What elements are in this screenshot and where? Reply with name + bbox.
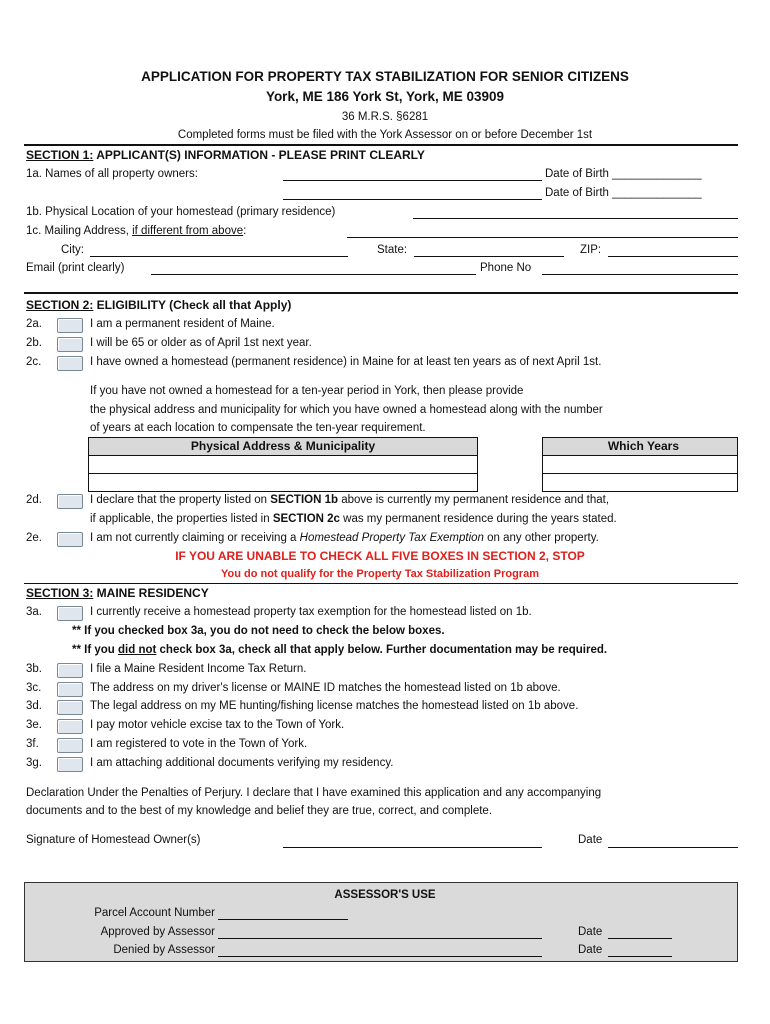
item-2d-text-a: I declare that the property listed on xyxy=(90,494,271,506)
checkbox-2e[interactable] xyxy=(57,532,83,547)
item-text: I am attaching additional documents verifying my residency. xyxy=(90,757,394,769)
note2-text-c: check box 3a, check all that apply below. Further documentation may be required. xyxy=(156,644,608,656)
parcel-field[interactable] xyxy=(218,919,348,920)
form-title: APPLICATION FOR PROPERTY TAX STABILIZATION FOR SENIOR CITIZENS xyxy=(141,69,629,84)
section3-heading-text: MAINE RESIDENCY xyxy=(93,586,209,600)
divider xyxy=(24,292,738,294)
section3-heading xyxy=(26,586,209,600)
item-num: 2d. xyxy=(26,494,42,506)
item-num: 3g. xyxy=(26,757,42,769)
stop-warning: IF YOU ARE UNABLE TO CHECK ALL FIVE BOXES IN SECTION 2, STOP xyxy=(175,549,585,563)
mailing-label-pre: 1c. Mailing Address, xyxy=(26,225,133,237)
item-text: I will be 65 or older as of April 1st next year. xyxy=(90,337,312,349)
item-2d-text-e: SECTION 2c xyxy=(272,513,340,525)
instruction-line: the physical address and municipality for which you have owned a homestead along with the number xyxy=(90,404,603,416)
assessor-title: ASSESSOR'S USE xyxy=(334,889,436,901)
checkbox-3b[interactable] xyxy=(57,663,83,678)
item-num: 3c. xyxy=(26,682,42,694)
denied-field[interactable] xyxy=(218,956,542,957)
state-field[interactable] xyxy=(414,256,564,257)
denied-label: Denied by Assessor xyxy=(113,944,215,956)
state-label: State: xyxy=(377,244,408,256)
item-num: 2b. xyxy=(26,337,42,349)
item-text: The legal address on my ME hunting/fishing license matches the homestead listed on 1b above. xyxy=(90,700,579,712)
item-text: I file a Maine Resident Income Tax Return. xyxy=(90,663,307,675)
mailing-label-post: : xyxy=(243,225,247,237)
table-header-years: Which Years xyxy=(542,437,738,456)
item-text: I currently receive a homestead property tax exemption for the homestead listed on 1b. xyxy=(90,606,532,618)
item-text: I pay motor vehicle excise tax to the Town of York. xyxy=(90,719,345,731)
section1-heading-number: SECTION 1: xyxy=(26,148,94,162)
item-text: I have owned a homestead (permanent residence) in Maine for at least ten years as of next April 1st. xyxy=(90,356,602,368)
dob-label-1[interactable]: Date of Birth ______________ xyxy=(545,168,702,180)
signature-date-field[interactable] xyxy=(608,847,738,848)
not-qualify-warning: You do not qualify for the Property Tax Stabilization Program xyxy=(220,568,539,580)
mailing-field[interactable] xyxy=(347,237,738,238)
location-field[interactable] xyxy=(413,218,738,219)
phone-label: Phone No xyxy=(480,262,532,274)
approved-date-field[interactable] xyxy=(608,938,672,939)
checkbox-3c[interactable] xyxy=(57,682,83,697)
item-text: I am registered to vote in the Town of York. xyxy=(90,738,308,750)
section1-heading-text: APPLICANT(S) INFORMATION - PLEASE PRINT CLEARLY xyxy=(93,148,425,162)
item-num: 3a. xyxy=(26,606,42,618)
item-2d-text-f: was my permanent residence during the years stated. xyxy=(339,513,617,525)
instruction-line: If you have not owned a homestead for a ten-year period in York, then please provide xyxy=(90,385,524,397)
years-cell[interactable] xyxy=(542,473,738,492)
email-field[interactable] xyxy=(151,274,476,275)
item-num: 3f. xyxy=(26,738,39,750)
item-2d-text-b: SECTION 1b xyxy=(270,494,339,506)
section2-heading-text: ELIGIBILITY (Check all that Apply) xyxy=(93,298,292,312)
names-field-2[interactable] xyxy=(283,199,542,200)
item-num: 2c. xyxy=(26,356,42,368)
location-label: 1b. Physical Location of your homestead (primary residence) xyxy=(26,206,336,218)
signature-field[interactable] xyxy=(283,847,542,848)
item-2e-text-a: I am not currently claiming or receiving a xyxy=(90,532,300,544)
section2-heading xyxy=(26,298,291,312)
checkbox-3f[interactable] xyxy=(57,738,83,753)
city-label: City: xyxy=(61,244,84,256)
note-3a-checked: ** If you checked box 3a, you do not need to check the below boxes. xyxy=(72,625,445,637)
note-3a-unchecked xyxy=(72,643,607,657)
item-2d-line2 xyxy=(90,512,617,526)
item-num: 3d. xyxy=(26,700,42,712)
deadline-note: Completed forms must be filed with the York Assessor on or before December 1st xyxy=(177,129,593,141)
zip-field[interactable] xyxy=(608,256,738,257)
approved-field[interactable] xyxy=(218,938,542,939)
section1-heading xyxy=(26,148,425,162)
parcel-label: Parcel Account Number xyxy=(94,907,215,919)
item-text: I am a permanent resident of Maine. xyxy=(90,318,275,330)
section2-heading-number: SECTION 2: xyxy=(26,298,94,312)
declaration-line: documents and to the best of my knowledge and belief they are true, correct, and complete. xyxy=(26,805,493,817)
zip-label: ZIP: xyxy=(580,244,602,256)
approved-label: Approved by Assessor xyxy=(100,926,215,938)
instruction-line: of years at each location to compensate the ten-year requirement. xyxy=(90,422,426,434)
checkbox-2b[interactable] xyxy=(57,337,83,352)
denied-date-field[interactable] xyxy=(608,956,672,957)
address-cell[interactable] xyxy=(88,473,478,492)
item-num: 2e. xyxy=(26,532,42,544)
item-2e-text-b: Homestead Property Tax Exemption xyxy=(299,532,484,544)
address-cell[interactable] xyxy=(88,455,478,474)
note2-text-b: did not xyxy=(118,644,157,656)
checkbox-2d[interactable] xyxy=(57,494,83,509)
checkbox-3d[interactable] xyxy=(57,700,83,715)
phone-field[interactable] xyxy=(542,274,738,275)
names-field-1[interactable] xyxy=(283,180,542,181)
item-2d-text-c: above is currently my permanent residence and that, xyxy=(338,494,610,506)
divider xyxy=(24,583,738,584)
checkbox-3e[interactable] xyxy=(57,719,83,734)
approved-date-label: Date xyxy=(578,926,603,938)
signature-label: Signature of Homestead Owner(s) xyxy=(26,834,201,846)
note2-text-a: ** If you xyxy=(72,644,119,656)
item-text: The address on my driver's license or MAINE ID matches the homestead listed on 1b above. xyxy=(90,682,561,694)
email-label: Email (print clearly) xyxy=(26,262,125,274)
divider xyxy=(24,144,738,146)
item-2e-line xyxy=(90,531,599,545)
item-num: 2a. xyxy=(26,318,42,330)
item-num: 3e. xyxy=(26,719,42,731)
mailing-label xyxy=(26,224,246,238)
checkbox-2a[interactable] xyxy=(57,318,83,333)
item-2d-line1 xyxy=(90,493,609,507)
checkbox-2c[interactable] xyxy=(57,356,83,371)
names-label: 1a. Names of all property owners: xyxy=(26,168,198,180)
date-label: Date xyxy=(578,834,603,846)
dob-label-2[interactable]: Date of Birth ______________ xyxy=(545,187,702,199)
checkbox-3a[interactable] xyxy=(57,606,83,621)
declaration-line: Declaration Under the Penalties of Perjury. I declare that I have examined this application and any accompanying xyxy=(26,787,602,799)
item-2d-text-d: if applicable, the properties listed in xyxy=(90,513,273,525)
form-location: York, ME 186 York St, York, ME 03909 xyxy=(265,89,505,104)
years-cell[interactable] xyxy=(542,455,738,474)
checkbox-3g[interactable] xyxy=(57,757,83,772)
item-2e-text-c: on any other property. xyxy=(483,532,599,544)
city-field[interactable] xyxy=(90,256,348,257)
item-num: 3b. xyxy=(26,663,42,675)
statute-reference: 36 M.R.S. §6281 xyxy=(341,111,429,123)
mailing-label-underlined: if different from above xyxy=(132,225,244,237)
denied-date-label: Date xyxy=(578,944,603,956)
table-header-address: Physical Address & Municipality xyxy=(88,437,478,456)
section3-heading-number: SECTION 3: xyxy=(26,586,94,600)
